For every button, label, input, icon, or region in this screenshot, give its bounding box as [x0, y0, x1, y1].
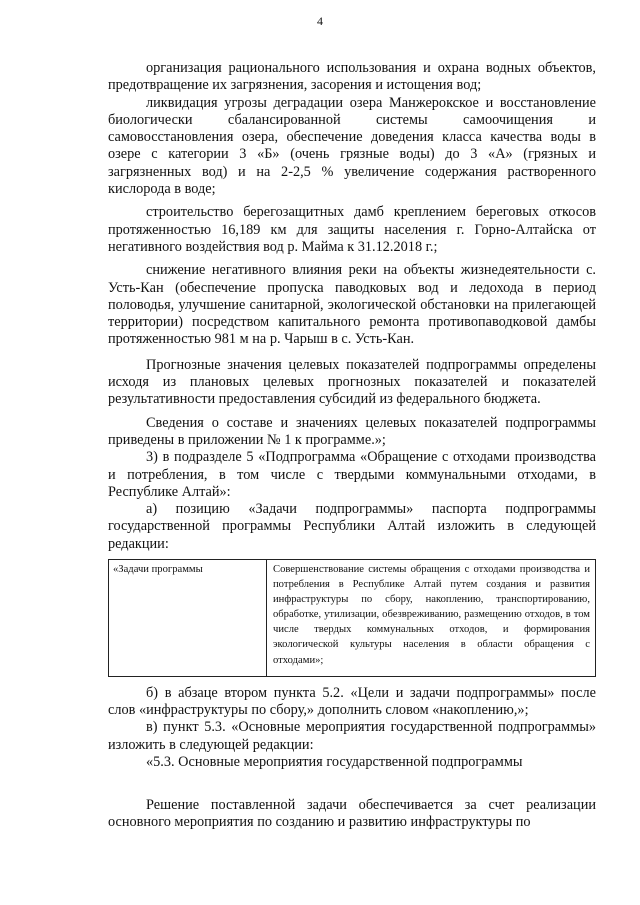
paragraph: б) в абзаце втором пункта 5.2. «Цели и задачи подпрограммы» после слов «инфраструктуры по сбору,» дополнить словом «накоплению,»;: [108, 684, 596, 718]
paragraph: организация рационального использования и охрана водных объектов, предотвращение их загрязнения, засорения и истощения вод;: [108, 60, 596, 94]
paragraph: ликвидация угрозы деградации озера Манжерокское и восстановление биологически сбалансированной системы самоочищения и самовосстановления озера, обеспечение доведения класса качества воды в озере с категории 3 «Б» (очень грязные воды) до 3 «А» (грязных и загрязненных вод) и на 2-2,5 % увеличение содержания растворенного кислорода в воде;: [108, 94, 596, 198]
table-row: [109, 560, 596, 677]
page-number: 4: [317, 14, 323, 28]
paragraph: в) пункт 5.3. «Основные мероприятия государственной подпрограммы» изложить в следующей редакции:: [108, 719, 596, 753]
paragraph: 3) в подразделе 5 «Подпрограмма «Обращение с отходами производства и потребления, в том числе с твердыми коммунальными отходами, в Республике Алтай»:: [108, 449, 596, 500]
paragraph: а) позицию «Задачи подпрограммы» паспорта подпрограммы государственной программы Республики Алтай изложить в следующей редакции:: [108, 501, 596, 552]
paragraph: строительство берегозащитных дамб креплением береговых откосов протяженностью 16,189 км для защиты населения г. Горно-Алтайска от негативного воздействия вод р. Майма к 31.12.2018 г.;: [108, 204, 596, 255]
paragraph: Решение поставленной задачи обеспечивается за счет реализации основного мероприятия по созданию и развитию инфраструктуры по: [108, 797, 596, 831]
paragraph: Сведения о составе и значениях целевых показателей подпрограммы приведены в приложении № 1 к программе.»;: [108, 414, 596, 448]
tasks-table: [108, 559, 596, 677]
paragraph: «5.3. Основные мероприятия государственной подпрограммы: [146, 753, 523, 770]
document-body: [108, 60, 596, 832]
table-cell-label: «Задачи программы: [109, 560, 267, 677]
table-cell-text: Совершенствование системы обращения с отходами производства и потребления в Республике Алтай путем создания и развития инфраструктуры по сбору, накоплению, транспортированию, обработке, утилизации, обезвреживанию, размещению отходов, в том числе твердых коммунальных отходов, и формирования экологической культуры населения в области обращения с отходами»;: [267, 560, 596, 677]
paragraph: снижение негативного влияния реки на объекты жизнедеятельности с. Усть-Кан (обеспечение пропуска паводковых вод и ледохода в период половодья, улучшение санитарной, экологической обстановки на прилегающей территории) посредством капитального ремонта противопаводковой дамбы протяженностью 981 м на р. Чарыш в с. Усть-Кан.: [108, 262, 596, 348]
paragraph: Прогнозные значения целевых показателей подпрограммы определены исходя из плановых целевых прогнозных показателей и показателей результативности предоставления субсидий из федерального бюджета.: [108, 356, 596, 408]
